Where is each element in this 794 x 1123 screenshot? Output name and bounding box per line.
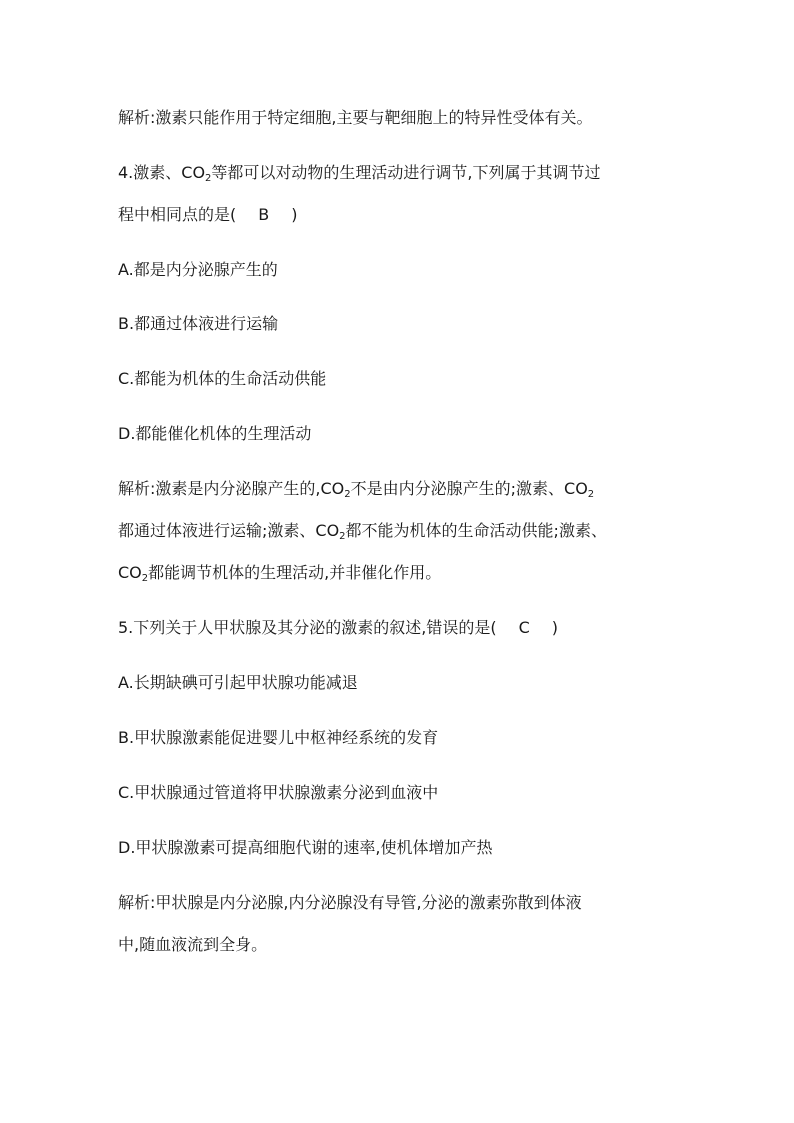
q4-option-b: B.都通过体液进行运输 (118, 314, 279, 333)
q5-option-d: D.甲状腺激素可提高细胞代谢的速率,使机体增加产热 (118, 838, 493, 857)
subscript-2: 2 (587, 489, 595, 500)
q4-stem-line1-post: 等都可以对动物的生理活动进行调节,下列属于其调节过 (211, 163, 601, 182)
q5-stem (118, 618, 558, 638)
q4-analysis-l1-b: 不是由内分泌腺产生的;激素、CO (350, 479, 588, 498)
q4-stem-line2 (118, 205, 297, 225)
subscript-2: 2 (141, 573, 149, 584)
q4-analysis-l3-a: CO (118, 563, 142, 582)
q4-analysis-l3-b: 都能调节机体的生理活动,并非催化作用。 (148, 563, 442, 582)
q5-answer: C (518, 618, 530, 637)
q5-stem-pre: 5.下列关于人甲状腺及其分泌的激素的叙述,错误的是( (118, 618, 497, 637)
q4-stem-line1 (118, 163, 601, 183)
subscript-2: 2 (205, 173, 212, 184)
q4-analysis-l2-b: 都不能为机体的生命活动供能;激素、 (345, 521, 607, 540)
q5-option-c: C.甲状腺通过管道将甲状腺激素分泌到血液中 (118, 783, 439, 802)
subscript-2: 2 (344, 489, 351, 500)
subscript-2: 2 (339, 531, 346, 542)
q5-analysis-line1: 解析:甲状腺是内分泌腺,内分泌腺没有导管,分泌的激素弥散到体液 (118, 893, 582, 912)
q4-option-d: D.都能催化机体的生理活动 (118, 424, 312, 443)
q5-analysis-line2: 中,随血液流到全身。 (118, 935, 268, 954)
q4-analysis-line3 (118, 563, 441, 583)
q4-analysis-line2 (118, 521, 607, 541)
q4-answer: B (258, 205, 270, 224)
q3-analysis: 解析:激素只能作用于特定细胞,主要与靶细胞上的特异性受体有关。 (118, 108, 593, 127)
q4-analysis-l1-a: 解析:激素是内分泌腺产生的,CO (118, 479, 345, 498)
q5-option-a: A.长期缺碘可引起甲状腺功能减退 (118, 673, 358, 692)
q5-stem-post: ) (551, 618, 559, 637)
q4-analysis-line1 (118, 479, 594, 499)
q5-option-b: B.甲状腺激素能促进婴儿中枢神经系统的发育 (118, 728, 439, 747)
q4-analysis-l2-a: 都通过体液进行运输;激素、CO (118, 521, 340, 540)
q4-option-c: C.都能为机体的生命活动供能 (118, 369, 327, 388)
q4-stem-line2-post: ) (291, 205, 298, 224)
q4-stem-line2-pre: 程中相同点的是( (118, 205, 237, 224)
q4-option-a: A.都是内分泌腺产生的 (118, 260, 278, 279)
q4-stem-line1-pre: 4.激素、CO (118, 163, 206, 182)
